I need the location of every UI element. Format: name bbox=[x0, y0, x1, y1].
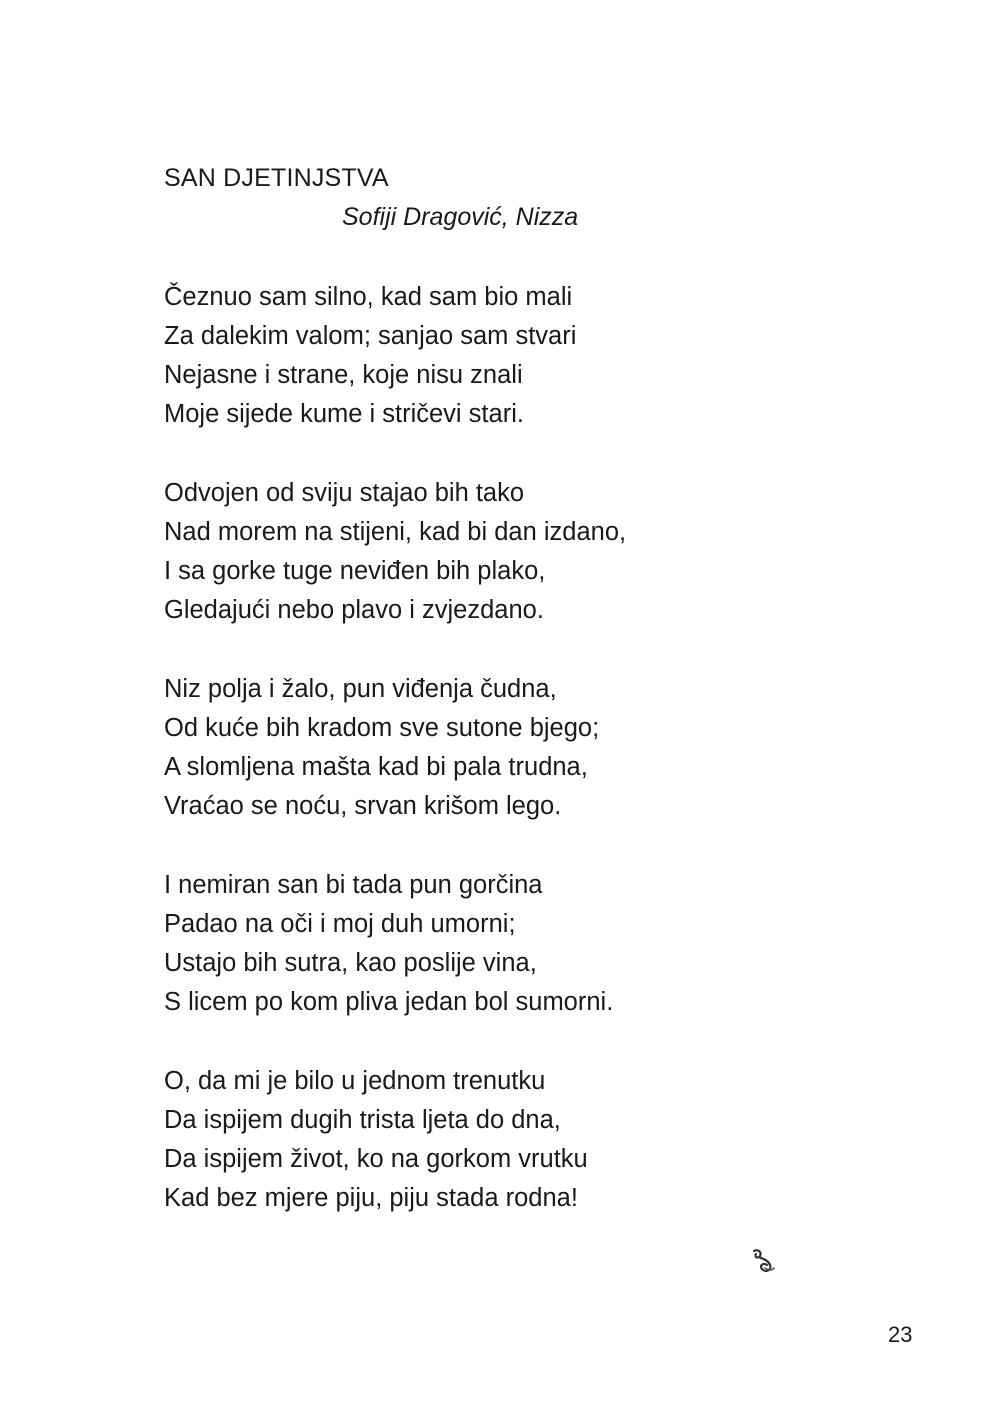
stanza-5 bbox=[164, 1062, 864, 1218]
verse-line: Čeznuo sam silno, kad sam bio mali bbox=[164, 283, 573, 311]
poem-title: SAN DJETINJSTVA bbox=[164, 164, 389, 192]
stanza-3 bbox=[164, 670, 864, 826]
verse-line: Kad bez mjere piju, piju stada rodna! bbox=[164, 1184, 578, 1212]
verse-line: Niz polja i žalo, pun viđenja čudna, bbox=[164, 675, 557, 703]
stanza-1 bbox=[164, 278, 864, 434]
verse-line: Da ispijem dugih trista ljeta do dna, bbox=[164, 1106, 561, 1134]
verse-line: Od kuće bih kradom sve sutone bjego; bbox=[164, 714, 600, 742]
verse-line: I sa gorke tuge neviđen bih plako, bbox=[164, 557, 546, 585]
fleuron-ornament-icon bbox=[748, 1246, 778, 1276]
poem-dedication: Sofiji Dragović, Nizza bbox=[342, 203, 579, 231]
verse-line: Vraćao se noću, srvan krišom lego. bbox=[164, 792, 562, 820]
verse-line: Nad morem na stijeni, kad bi dan izdano, bbox=[164, 518, 627, 546]
verse-line: Nejasne i strane, koje nisu znali bbox=[164, 361, 523, 389]
verse-line: Gledajući nebo plavo i zvjezdano. bbox=[164, 596, 544, 624]
verse-line: A slomljena mašta kad bi pala trudna, bbox=[164, 753, 588, 781]
stanza-2 bbox=[164, 474, 864, 630]
verse-line: S licem po kom pliva jedan bol sumorni. bbox=[164, 988, 614, 1016]
verse-line: Da ispijem život, ko na gorkom vrutku bbox=[164, 1145, 588, 1173]
verse-line: O, da mi je bilo u jednom trenutku bbox=[164, 1067, 546, 1095]
verse-line: I nemiran san bi tada pun gorčina bbox=[164, 871, 543, 899]
page-number: 23 bbox=[888, 1322, 913, 1347]
stanza-4 bbox=[164, 866, 864, 1022]
poem-body bbox=[164, 278, 864, 1258]
verse-line: Ustajo bih sutra, kao poslije vina, bbox=[164, 949, 537, 977]
verse-line: Padao na oči i moj duh umorni; bbox=[164, 910, 516, 938]
verse-line: Odvojen od sviju stajao bih tako bbox=[164, 479, 525, 507]
verse-line: Moje sijede kume i stričevi stari. bbox=[164, 400, 524, 428]
verse-line: Za dalekim valom; sanjao sam stvari bbox=[164, 322, 577, 350]
